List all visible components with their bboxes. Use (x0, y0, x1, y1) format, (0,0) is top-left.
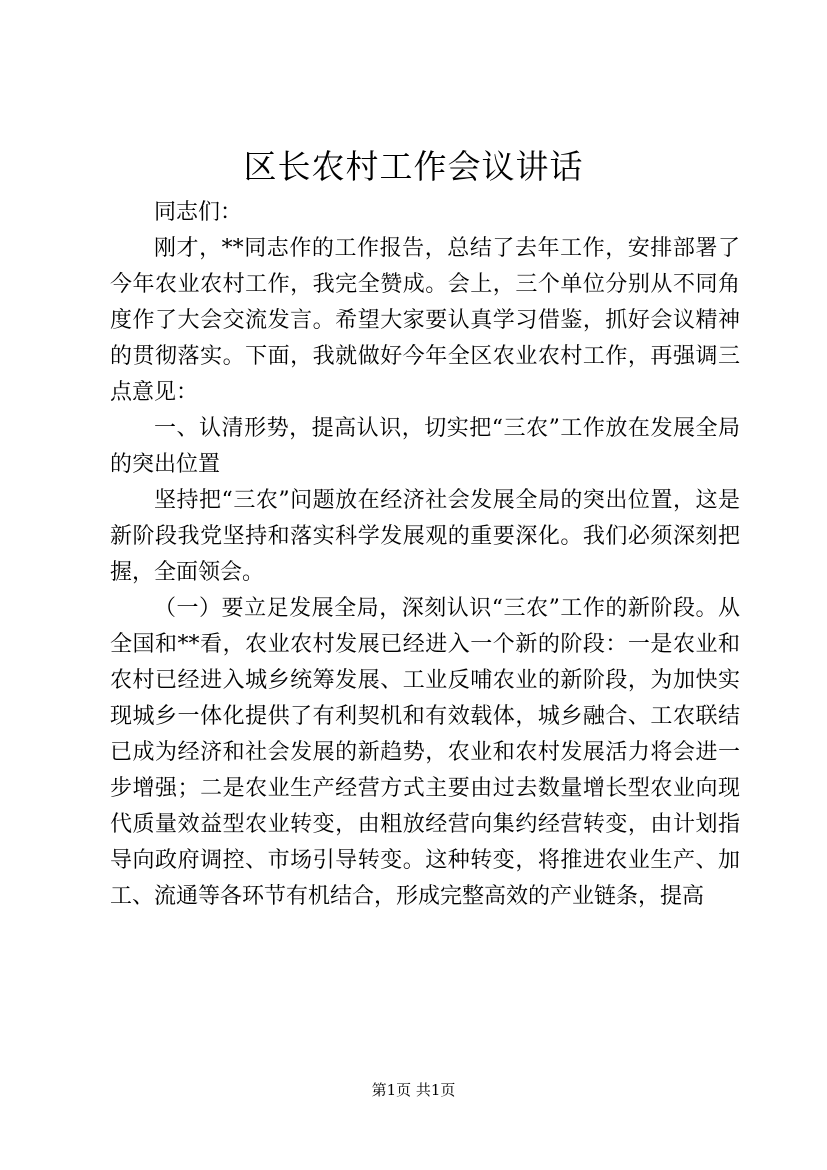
subsection-1-paragraph: （一）要立足发展全局，深刻认识“三农”工作的新阶段。从全国和**看，农业农村发展已经进入一个新的阶段：一是农业和农村已经进入城乡统筹发展、工业反哺农业的新阶段，为加快实现城乡一体化提供了有利契机和有效载体，城乡融合、工农联结已成为经济和社会发展的新趋势，农业和农村发展活力将会进一步增强；二是农业生产经营方式主要由过去数量增长型农业向现代质量效益型农业转变，由粗放经营向集约经营转变，由计划指导向政府调控、市场引导转变。这种转变，将推进农业生产、加工、流通等各环节有机结合，形成完整高效的产业链条，提高 (110, 596, 740, 909)
page-footer: 第1页 共1页 (371, 1081, 456, 1099)
salutation-paragraph: 同志们： (154, 200, 243, 225)
section-1-paragraph: 坚持把“三农”问题放在经济社会发展全局的突出位置，这是新阶段我党坚持和落实科学发展观的重要深化。我们必须深刻把握，全面领会。 (110, 488, 740, 585)
section-heading-1: 一、认清形势，提高认识，切实把“三农”工作放在发展全局的突出位置 (110, 416, 740, 477)
document-body (110, 195, 740, 915)
intro-paragraph: 刚才，**同志作的工作报告，总结了去年工作，安排部署了今年农业农村工作，我完全赞成。会上，三个单位分别从不同角度作了大会交流发言。希望大家要认真学习借鉴，抓好会议精神的贯彻落实。下面，我就做好今年全区农业农村工作，再强调三点意见： (110, 236, 740, 405)
document-title: 区长农村工作会议讲话 (243, 147, 584, 186)
